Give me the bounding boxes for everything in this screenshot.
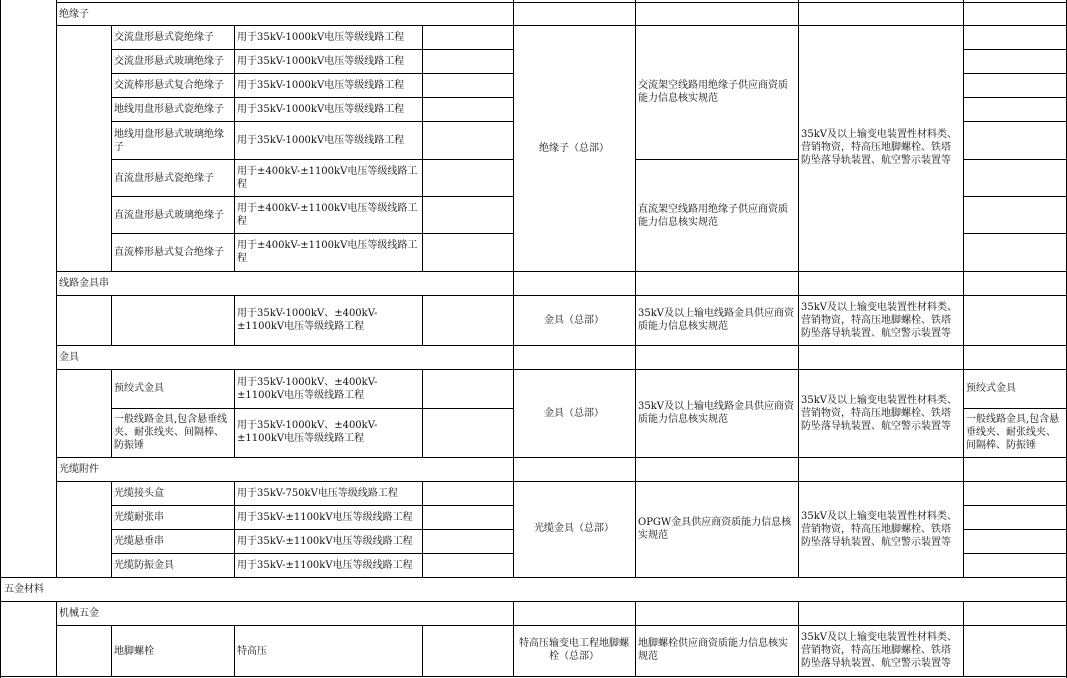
category-cell: 金具（总部） xyxy=(544,408,604,419)
remark-cell: 预绞式金具 xyxy=(966,383,1016,394)
item-name: 交流盘形悬式玻璃绝缘子 xyxy=(114,56,224,67)
category-cell: 金具（总部） xyxy=(544,315,604,326)
scope-text: 用于35kV-±1100kV电压等级线路工程 xyxy=(237,512,413,523)
scope-text: 用于35kV-750kV电压等级线路工程 xyxy=(237,488,398,499)
group-cell: 35kV及以上输变电装置性材料类、营销物资，特高压地脚螺栓、铁塔防坠落导轨装置、航空警示装置等 xyxy=(801,511,958,548)
item-name: 地线用盘形悬式瓷绝缘子 xyxy=(114,104,224,115)
spec-cell: 直流架空线路用绝缘子供应商资质能力信息核实规范 xyxy=(638,204,788,228)
scope-text: 用于35kV-1000kV电压等级线路工程 xyxy=(237,135,405,146)
item-name: 地线用盘形悬式玻璃绝缘子 xyxy=(114,129,224,153)
item-name: 直流盘形悬式瓷绝缘子 xyxy=(114,173,214,184)
category-cell: 绝缘子（总部） xyxy=(539,143,609,154)
group-cell: 35kV及以上输变电装置性材料类、营销物资，特高压地脚螺栓、铁塔防坠落导轨装置、航空警示装置等 xyxy=(801,632,958,669)
item-name: 一般线路金具,包含悬垂线夹、耐张线夹、间隔棒、防振锤 xyxy=(114,414,228,451)
scope-text: 用于35kV-1000kV、±400kV-±1100kV电压等级线路工程 xyxy=(237,377,378,401)
spec-cell: 地脚螺栓供应商资质能力信息核实规范 xyxy=(638,638,788,662)
item-name: 交流棒形悬式复合绝缘子 xyxy=(114,80,224,91)
scope-text: 用于±400kV-±1100kV电压等级线路工程 xyxy=(237,166,418,190)
item-name: 光缆防振金具 xyxy=(114,560,174,571)
category-cell: 特高压输变电工程地脚螺栓（总部） xyxy=(519,638,629,662)
item-name: 光缆接头盒 xyxy=(114,488,164,499)
spec-cell: 35kV及以上输电线路金具供应商资质能力信息核实规范 xyxy=(638,401,795,425)
spec-cell: OPGW金具供应商资质能力信息核实规范 xyxy=(638,517,792,541)
scope-text: 用于±400kV-±1100kV电压等级线路工程 xyxy=(237,203,418,227)
scope-text: 用于35kV-1000kV、±400kV-±1100kV电压等级线路工程 xyxy=(237,308,378,332)
scope-text: 用于35kV-1000kV电压等级线路工程 xyxy=(237,56,405,67)
scope-text: 用于35kV-1000kV电压等级线路工程 xyxy=(237,104,405,115)
section-cable-accessories: 光缆附件 xyxy=(59,464,99,475)
item-name: 预绞式金具 xyxy=(114,383,164,394)
scope-text: 用于35kV-1000kV电压等级线路工程 xyxy=(237,32,405,43)
spec-cell: 交流架空线路用绝缘子供应商资质能力信息核实规范 xyxy=(638,80,788,104)
scope-text: 用于35kV-±1100kV电压等级线路工程 xyxy=(237,536,413,547)
section-mechanical-hardware: 机械五金 xyxy=(59,608,99,619)
scope-text: 用于35kV-1000kV电压等级线路工程 xyxy=(237,80,405,91)
spec-cell: 35kV及以上输电线路金具供应商资质能力信息核实规范 xyxy=(638,308,795,332)
category-cell: 光缆金具（总部） xyxy=(534,523,614,534)
scope-text: 用于±400kV-±1100kV电压等级线路工程 xyxy=(237,240,418,264)
group-cell: 35kV及以上输变电装置性材料类、营销物资，特高压地脚螺栓、铁塔防坠落导轨装置、航空警示装置等 xyxy=(801,129,958,166)
item-name: 地脚螺栓 xyxy=(114,646,154,657)
item-name: 光缆悬垂串 xyxy=(114,536,164,547)
item-name: 直流棒形悬式复合绝缘子 xyxy=(114,247,224,258)
scope-text: 用于35kV-±1100kV电压等级线路工程 xyxy=(237,560,413,571)
group-cell: 35kV及以上输变电装置性材料类、营销物资，特高压地脚螺栓、铁塔防坠落导轨装置、航空警示装置等 xyxy=(801,395,958,432)
item-name: 交流盘形悬式瓷绝缘子 xyxy=(114,32,214,43)
scope-text: 用于35kV-1000kV、±400kV-±1100kV电压等级线路工程 xyxy=(237,420,378,444)
item-name: 直流盘形悬式玻璃绝缘子 xyxy=(114,210,224,221)
section-hardware: 金具 xyxy=(59,352,79,363)
section-hardware-materials: 五金材料 xyxy=(4,584,44,595)
remark-cell: 一般线路金具,包含悬垂线夹、耐张线夹、间隔棒、防振锤 xyxy=(966,414,1060,451)
section-line-hardware-string: 线路金具串 xyxy=(59,278,109,289)
section-insulator: 绝缘子 xyxy=(59,9,89,20)
group-cell: 35kV及以上输变电装置性材料类、营销物资，特高压地脚螺栓、铁塔防坠落导轨装置、航空警示装置等 xyxy=(801,302,958,339)
scope-text: 特高压 xyxy=(237,646,267,657)
item-name: 光缆耐张串 xyxy=(114,512,164,523)
